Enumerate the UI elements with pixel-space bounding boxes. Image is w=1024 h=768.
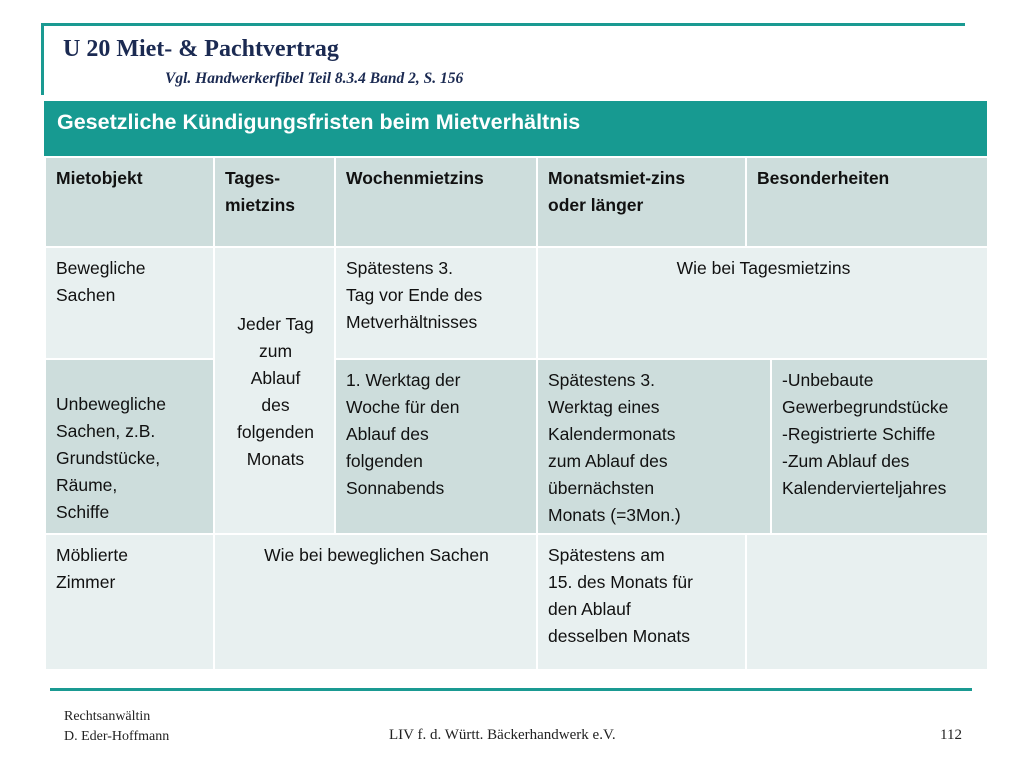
- cell-text-line: den Ablauf: [548, 599, 631, 619]
- cell-text-line: 15. des Monats für: [548, 572, 693, 592]
- cell-text-line: Spätestens 3.: [346, 258, 454, 278]
- cell-text-line: Räume,: [56, 475, 118, 495]
- kuendigungsfristen-table: [44, 156, 989, 671]
- table-row-bewegliche-sachen: [45, 247, 988, 359]
- cell-text-line: desselben Monats: [548, 626, 691, 646]
- cell-unbewegliche-besonderheiten: [771, 359, 988, 534]
- cell-text-line: Sachen: [56, 285, 116, 305]
- cell-text-line: Zimmer: [56, 572, 116, 592]
- cell-text-line: Wie bei Tagesmietzins: [676, 258, 851, 278]
- header-row: [45, 157, 988, 247]
- cell-text-line: Metverhältnisses: [346, 312, 478, 332]
- table-row-moeblierte-zimmer: [45, 534, 988, 670]
- footer-author-name: D. Eder-Hoffmann: [64, 729, 170, 744]
- header-tagesmietzins: [214, 157, 335, 247]
- footer-author: [64, 707, 169, 747]
- slide-subtitle: Vgl. Handwerkerfibel Teil 8.3.4 Band 2, S. 156: [165, 70, 464, 87]
- footer-author-title: Rechtsanwältin: [64, 709, 151, 724]
- cell-text-line: -Zum Ablauf des: [782, 451, 910, 471]
- cell-text-line: zum: [258, 341, 293, 361]
- cell-text-line: -Unbebaute: [782, 370, 874, 390]
- table-row-unbewegliche-sachen: [45, 359, 988, 534]
- cell-text-line: Wie bei beweglichen Sachen: [264, 545, 489, 565]
- cell-text-line: 1. Werktag der: [346, 370, 461, 390]
- cell-moeblierte-mietobjekt: [45, 534, 214, 670]
- cell-text-line: Kalendervierteljahres: [782, 478, 947, 498]
- cell-text-line: Kalendermonats: [548, 424, 676, 444]
- cell-text-line: Jeder Tag: [237, 314, 314, 334]
- cell-text-line: Unbewegliche: [56, 394, 166, 414]
- header-wochenmietzins: [335, 157, 537, 247]
- page-number: 112: [940, 727, 962, 743]
- cell-unbewegliche-wochenmietzins: [335, 359, 537, 534]
- cell-text-line: des: [261, 395, 290, 415]
- cell-text-line: Spätestens 3.: [548, 370, 656, 390]
- cell-text-line: Mietobjekt: [56, 168, 143, 188]
- cell-tagesmietzins-shared: [214, 247, 335, 534]
- cell-bewegliche-mietobjekt: [45, 247, 214, 359]
- cell-text-line: übernächsten: [548, 478, 655, 498]
- cell-text-line: Monatsmiet-zins: [548, 168, 686, 188]
- cell-bewegliche-monats-besonderheiten: [537, 247, 988, 359]
- cell-text-line: Monats: [246, 449, 305, 469]
- cell-text-line: Gewerbegrundstücke: [782, 397, 949, 417]
- header-besonderheiten: [746, 157, 988, 247]
- cell-text-line: zum Ablauf des: [548, 451, 668, 471]
- cell-text-line: mietzins: [225, 195, 296, 215]
- cell-text-line: Schiffe: [56, 502, 110, 522]
- cell-text-line: Monats (=3Mon.): [548, 505, 681, 525]
- cell-text-line: Spätestens am: [548, 545, 665, 565]
- cell-moeblierte-monatsmietzins: [537, 534, 746, 670]
- cell-text-line: Woche für den: [346, 397, 460, 417]
- cell-text-line: folgenden: [237, 422, 314, 442]
- table-title-band: [44, 101, 987, 156]
- top-rule: [43, 23, 965, 26]
- cell-text-line: Sonnabends: [346, 478, 445, 498]
- cell-text-line: Tages-: [225, 168, 281, 188]
- cell-text-line: Möblierte: [56, 545, 128, 565]
- cell-text-line: Tag vor Ende des: [346, 285, 483, 305]
- slide-title: U 20 Miet- & Pachtvertrag: [63, 36, 339, 62]
- cell-moeblierte-besonderheiten: [746, 534, 988, 670]
- cell-text-line: Werktag eines: [548, 397, 660, 417]
- footer-rule: [50, 688, 972, 691]
- cell-text-line: -Registrierte Schiffe: [782, 424, 936, 444]
- cell-text-line: Sachen, z.B.: [56, 421, 156, 441]
- cell-moeblierte-tages-wochen: [214, 534, 537, 670]
- cell-text-line: Grundstücke,: [56, 448, 161, 468]
- cell-bewegliche-wochenmietzins: [335, 247, 537, 359]
- cell-unbewegliche-mietobjekt: [45, 359, 214, 534]
- cell-text-line: Ablauf: [250, 368, 301, 388]
- cell-text-line: oder länger: [548, 195, 644, 215]
- cell-text-line: folgenden: [346, 451, 423, 471]
- table-title: Gesetzliche Kündigungsfristen beim Mietverhältnis: [57, 110, 581, 134]
- cell-text-line: Ablauf des: [346, 424, 429, 444]
- header-monatsmietzins: [537, 157, 746, 247]
- cell-unbewegliche-monatsmietzins: [537, 359, 771, 534]
- header-mietobjekt: [45, 157, 214, 247]
- title-accent-bar: [41, 23, 44, 95]
- footer-organization: LIV f. d. Württ. Bäckerhandwerk e.V.: [389, 727, 616, 743]
- cell-text-line: Wochenmietzins: [346, 168, 484, 188]
- cell-text-line: Bewegliche: [56, 258, 146, 278]
- cell-text-line: Besonderheiten: [757, 168, 890, 188]
